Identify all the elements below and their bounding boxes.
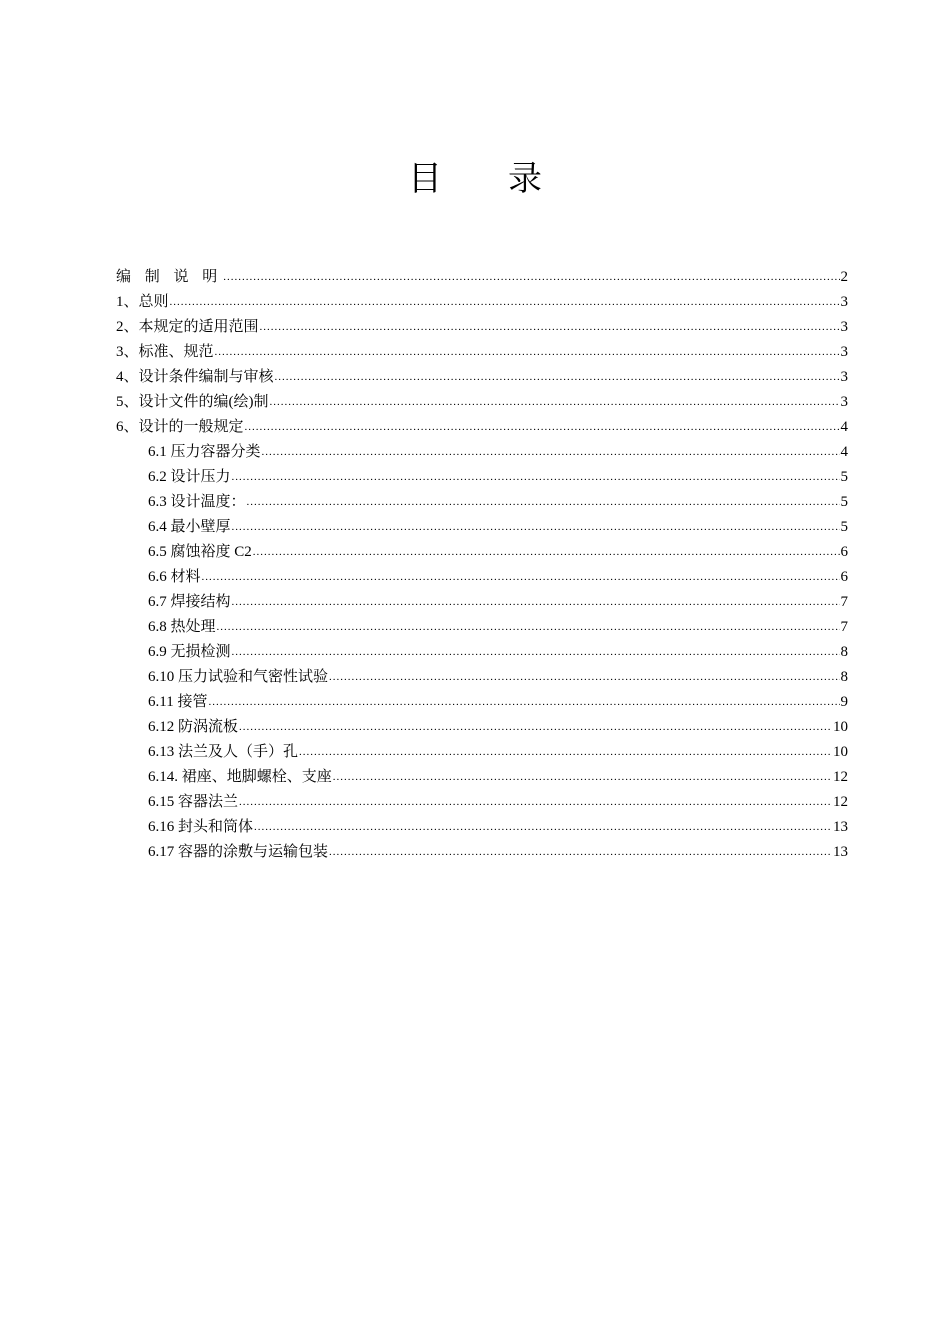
- toc-entry[interactable]: [116, 740, 848, 765]
- toc-entry-label: 6.4 最小壁厚: [148, 519, 231, 535]
- toc-dot-leader: [232, 590, 840, 615]
- page-title: [0, 151, 950, 200]
- toc-dot-leader: [202, 565, 840, 590]
- toc-dot-leader: [247, 490, 840, 515]
- toc-dot-leader: [170, 290, 840, 315]
- toc-entry-page-number: 10: [833, 744, 848, 760]
- toc-entry-label: 6.17 容器的涂敷与运输包装: [148, 844, 329, 860]
- toc-entry-label: 4、设计条件编制与审核: [116, 369, 274, 385]
- title-char-2: 录: [508, 160, 542, 198]
- toc-entry[interactable]: [116, 465, 848, 490]
- toc-entry[interactable]: [116, 365, 848, 390]
- toc-entry[interactable]: [116, 690, 848, 715]
- toc-dot-leader: [270, 390, 840, 415]
- toc-entry[interactable]: [116, 815, 848, 840]
- toc-entry-label: 6.16 封头和筒体: [148, 819, 254, 835]
- toc-entry-label: 6.5 腐蚀裕度 C2: [148, 544, 252, 560]
- toc-entry[interactable]: [116, 315, 848, 340]
- toc-entry[interactable]: [116, 265, 848, 290]
- toc-entry-page-number: 13: [833, 819, 848, 835]
- toc-entry-label: 6.1 压力容器分类: [148, 444, 261, 460]
- toc-entry-label: 6.14. 裙座、地脚螺栓、支座: [148, 769, 332, 785]
- toc-dot-leader: [208, 690, 839, 715]
- toc-entry-label: 3、标准、规范: [116, 344, 214, 360]
- toc-entry-label: 6.15 容器法兰: [148, 794, 239, 810]
- toc-entry-label: 6.2 设计压力: [148, 469, 231, 485]
- toc-entry[interactable]: [116, 840, 848, 865]
- toc-entry-label: 6.10 压力试验和气密性试验: [148, 669, 329, 685]
- toc-entry-label: 6.13 法兰及人（手）孔: [148, 744, 299, 760]
- toc-dot-leader: [275, 365, 840, 390]
- toc-entry-page-number: 12: [833, 794, 848, 810]
- toc-entry-page-number: 7: [840, 619, 848, 635]
- toc-entry[interactable]: [116, 665, 848, 690]
- toc-entry-page-number: 3: [840, 369, 848, 385]
- toc-entry[interactable]: [116, 515, 848, 540]
- toc-entry-label: 6.8 热处理: [148, 619, 216, 635]
- toc-entry-page-number: 9: [840, 694, 848, 710]
- toc-entry[interactable]: [116, 640, 848, 665]
- toc-entry[interactable]: [116, 715, 848, 740]
- toc-entry-page-number: 5: [840, 519, 848, 535]
- toc-dot-leader: [232, 465, 840, 490]
- toc-entry-page-number: 7: [840, 594, 848, 610]
- toc-entry-page-number: 13: [833, 844, 848, 860]
- toc-entry-page-number: 8: [840, 669, 848, 685]
- toc-entry-label: 6.11 接管: [148, 694, 208, 710]
- toc-dot-leader: [329, 665, 839, 690]
- toc-entry[interactable]: [116, 565, 848, 590]
- toc-entry-page-number: 2: [840, 269, 848, 285]
- toc-entry-label: 6.3 设计温度：: [148, 494, 246, 510]
- toc-dot-leader: [262, 440, 840, 465]
- toc-entry-page-number: 4: [840, 419, 848, 435]
- toc-entry-label: 5、设计文件的编(绘)制: [116, 394, 269, 410]
- toc-entry-page-number: 6: [840, 569, 848, 585]
- toc-entry[interactable]: [116, 540, 848, 565]
- toc-entry-page-number: 6: [840, 544, 848, 560]
- toc-entry-label: 6.6 材料: [148, 569, 201, 585]
- toc-dot-leader: [215, 340, 840, 365]
- toc-dot-leader: [223, 265, 839, 290]
- toc-entry-page-number: 12: [833, 769, 848, 785]
- toc-entry-page-number: 3: [840, 344, 848, 360]
- toc-entry-label: 6.9 无损检测: [148, 644, 231, 660]
- toc-dot-leader: [254, 815, 832, 840]
- toc-entry[interactable]: [116, 390, 848, 415]
- toc-entry[interactable]: [116, 765, 848, 790]
- toc-entry[interactable]: [116, 490, 848, 515]
- title-char-1: 目: [408, 160, 442, 198]
- toc-entry[interactable]: [116, 340, 848, 365]
- toc-dot-leader: [232, 640, 840, 665]
- toc-entry[interactable]: [116, 415, 848, 440]
- toc-dot-leader: [329, 840, 832, 865]
- table-of-contents: [116, 265, 848, 865]
- toc-entry-page-number: 5: [840, 494, 848, 510]
- toc-entry-label: 6.12 防涡流板: [148, 719, 239, 735]
- toc-entry[interactable]: [116, 790, 848, 815]
- toc-dot-leader: [260, 315, 840, 340]
- toc-entry-page-number: 3: [840, 394, 848, 410]
- toc-entry-label: 编 制 说 明: [116, 269, 223, 285]
- toc-dot-leader: [245, 415, 840, 440]
- toc-entry-page-number: 3: [840, 319, 848, 335]
- toc-entry-label: 6.7 焊接结构: [148, 594, 231, 610]
- toc-entry-label: 2、本规定的适用范围: [116, 319, 259, 335]
- toc-dot-leader: [232, 515, 840, 540]
- toc-dot-leader: [217, 615, 840, 640]
- toc-entry-page-number: 8: [840, 644, 848, 660]
- toc-entry-page-number: 5: [840, 469, 848, 485]
- toc-entry[interactable]: [116, 615, 848, 640]
- toc-entry-page-number: 3: [840, 294, 848, 310]
- toc-dot-leader: [333, 765, 832, 790]
- toc-dot-leader: [299, 740, 832, 765]
- toc-entry[interactable]: [116, 290, 848, 315]
- toc-entry-label: 6、设计的一般规定: [116, 419, 244, 435]
- toc-dot-leader: [239, 715, 832, 740]
- toc-dot-leader: [253, 540, 840, 565]
- toc-entry-page-number: 10: [833, 719, 848, 735]
- toc-dot-leader: [239, 790, 832, 815]
- toc-entry[interactable]: [116, 440, 848, 465]
- toc-entry[interactable]: [116, 590, 848, 615]
- toc-entry-label: 1、总则: [116, 294, 169, 310]
- toc-entry-page-number: 4: [840, 444, 848, 460]
